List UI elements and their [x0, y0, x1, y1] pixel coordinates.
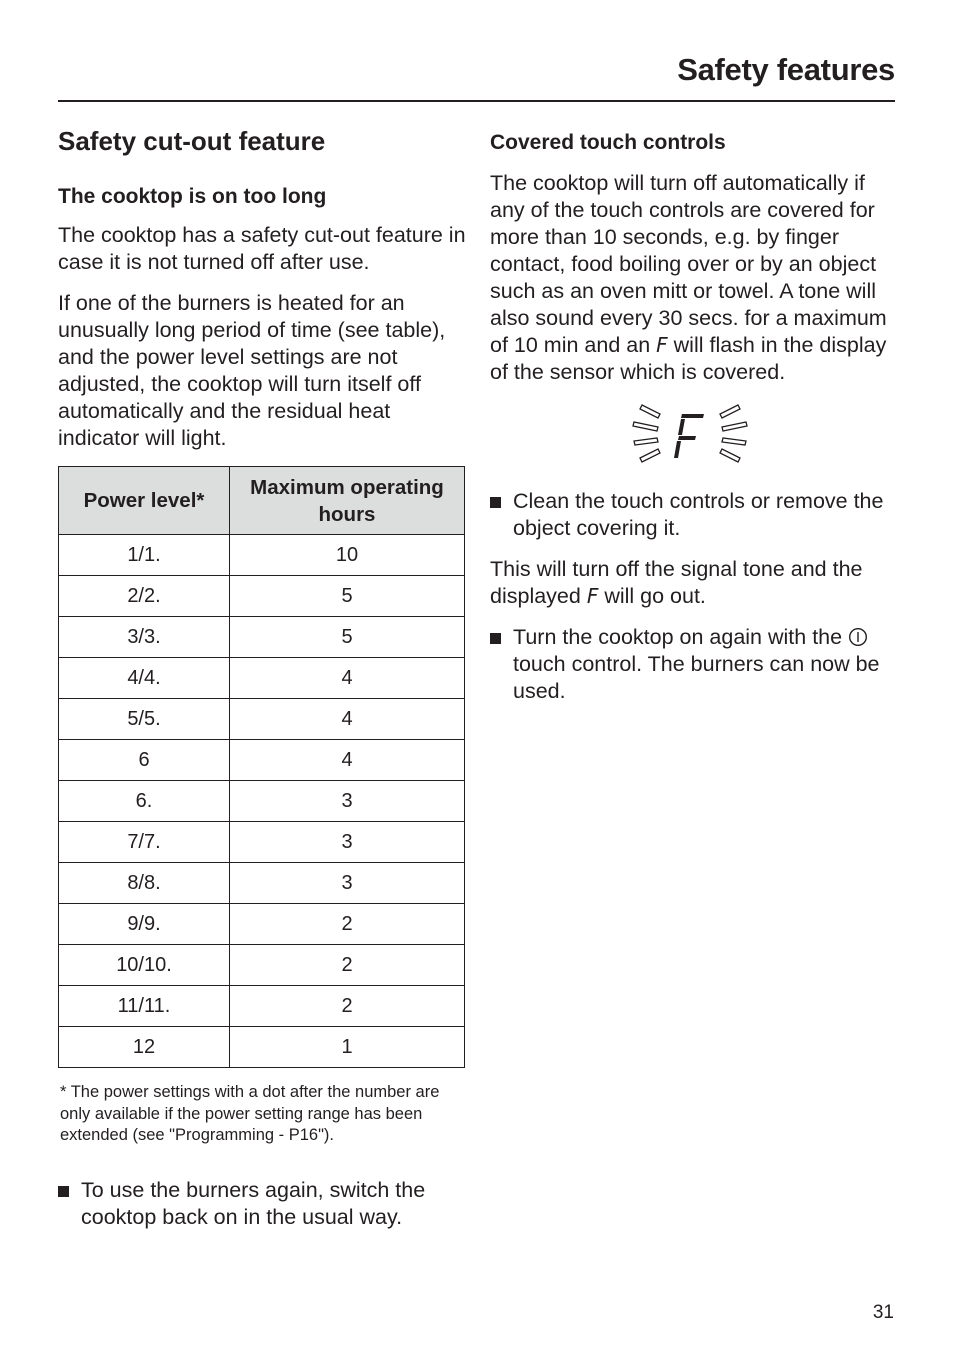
power-level-cell: 5/5.	[59, 699, 230, 740]
table-row	[59, 1027, 465, 1068]
power-level-cell: 2/2.	[59, 576, 230, 617]
max-hours-cell: 5	[230, 576, 465, 617]
section-heading: Safety cut-out feature	[58, 126, 326, 156]
power-level-cell: 9/9.	[59, 904, 230, 945]
operating-hours-table	[58, 466, 465, 1068]
subsection-heading: The cooktop is on too long	[58, 185, 327, 208]
max-hours-cell: 5	[230, 617, 465, 658]
max-hours-cell: 2	[230, 986, 465, 1027]
title-divider	[58, 100, 895, 102]
table-footnote: * The power settings with a dot after the number are only available if the power setting range has been extended (see "Programming - P16").	[60, 1083, 440, 1144]
max-hours-cell: 1	[230, 1027, 465, 1068]
power-level-cell: 7/7.	[59, 822, 230, 863]
power-level-cell: 4/4.	[59, 658, 230, 699]
power-level-cell: 6.	[59, 781, 230, 822]
paragraph-text: The cooktop will turn off automatically if any of the touch controls are covered for more than 10 seconds, e.g. by finger contact, food boiling over or by an object such as an oven mitt or towel. A tone will also sound every 30 secs. for a maximum of 10 min and an	[490, 171, 887, 357]
bullet-square-icon	[490, 497, 501, 508]
covered-controls-paragraph	[490, 170, 902, 386]
right-column	[490, 125, 902, 719]
max-hours-cell: 4	[230, 658, 465, 699]
bullet-square-icon	[490, 633, 501, 644]
max-hours-cell: 2	[230, 945, 465, 986]
table-row	[59, 986, 465, 1027]
bullet-item	[490, 488, 902, 542]
paragraph-text: will flash in the display of the sensor which is covered.	[490, 333, 887, 384]
paragraph-text: This will turn off the signal tone and the displayed	[490, 557, 863, 608]
power-level-cell: 10/10.	[59, 945, 230, 986]
bullet-item	[490, 624, 902, 705]
page-title: Safety features	[677, 52, 895, 87]
power-level-cell: 6	[59, 740, 230, 781]
max-hours-cell: 4	[230, 699, 465, 740]
power-icon	[848, 627, 868, 647]
bullet-text: To use the burners again, switch the cooktop back on in the usual way.	[81, 1177, 426, 1229]
power-level-cell: 12	[59, 1027, 230, 1068]
table-header-row	[59, 467, 465, 535]
table-row	[59, 576, 465, 617]
table-row	[59, 822, 465, 863]
page-number: 31	[872, 1302, 894, 1323]
left-column	[58, 125, 468, 1245]
max-hours-cell: 3	[230, 822, 465, 863]
table-row	[59, 863, 465, 904]
table-row	[59, 535, 465, 576]
table-row	[59, 945, 465, 986]
display-f-symbol: F	[586, 584, 599, 608]
subsection-heading-covered: Covered touch controls	[490, 131, 726, 154]
bullet-text: Clean the touch controls or remove the object covering it.	[513, 489, 884, 540]
power-level-cell: 1/1.	[59, 535, 230, 576]
power-level-header: Power level*	[59, 467, 230, 535]
max-hours-cell: 10	[230, 535, 465, 576]
bullet-square-icon	[58, 1186, 69, 1197]
table-row	[59, 658, 465, 699]
display-f-symbol: F	[656, 333, 668, 357]
max-hours-cell: 3	[230, 863, 465, 904]
description-paragraph: If one of the burners is heated for an unusually long period of time (see table), and the power level settings are not adjusted, the cooktop will turn itself off automatically and the residual heat indicator will light.	[58, 291, 446, 450]
power-level-cell: 8/8.	[59, 863, 230, 904]
intro-paragraph: The cooktop has a safety cut-out feature in case it is not turned off after use.	[58, 223, 466, 274]
max-hours-cell: 4	[230, 740, 465, 781]
power-level-cell: 11/11.	[59, 986, 230, 1027]
max-hours-header: Maximum operating hours	[230, 467, 465, 535]
paragraph-text: will go out.	[598, 584, 706, 608]
table-row	[59, 617, 465, 658]
table-row	[59, 699, 465, 740]
bullet-text: touch control. The burners can now be used.	[513, 652, 880, 703]
table-row	[59, 740, 465, 781]
table-row	[59, 904, 465, 945]
power-level-cell: 3/3.	[59, 617, 230, 658]
max-hours-cell: 2	[230, 904, 465, 945]
bullet-item	[58, 1177, 468, 1231]
flashing-f-display-icon	[630, 400, 750, 472]
max-hours-cell: 3	[230, 781, 465, 822]
table-row	[59, 781, 465, 822]
signal-tone-paragraph	[490, 556, 902, 610]
bullet-text: Turn the cooktop on again with the	[513, 625, 849, 649]
